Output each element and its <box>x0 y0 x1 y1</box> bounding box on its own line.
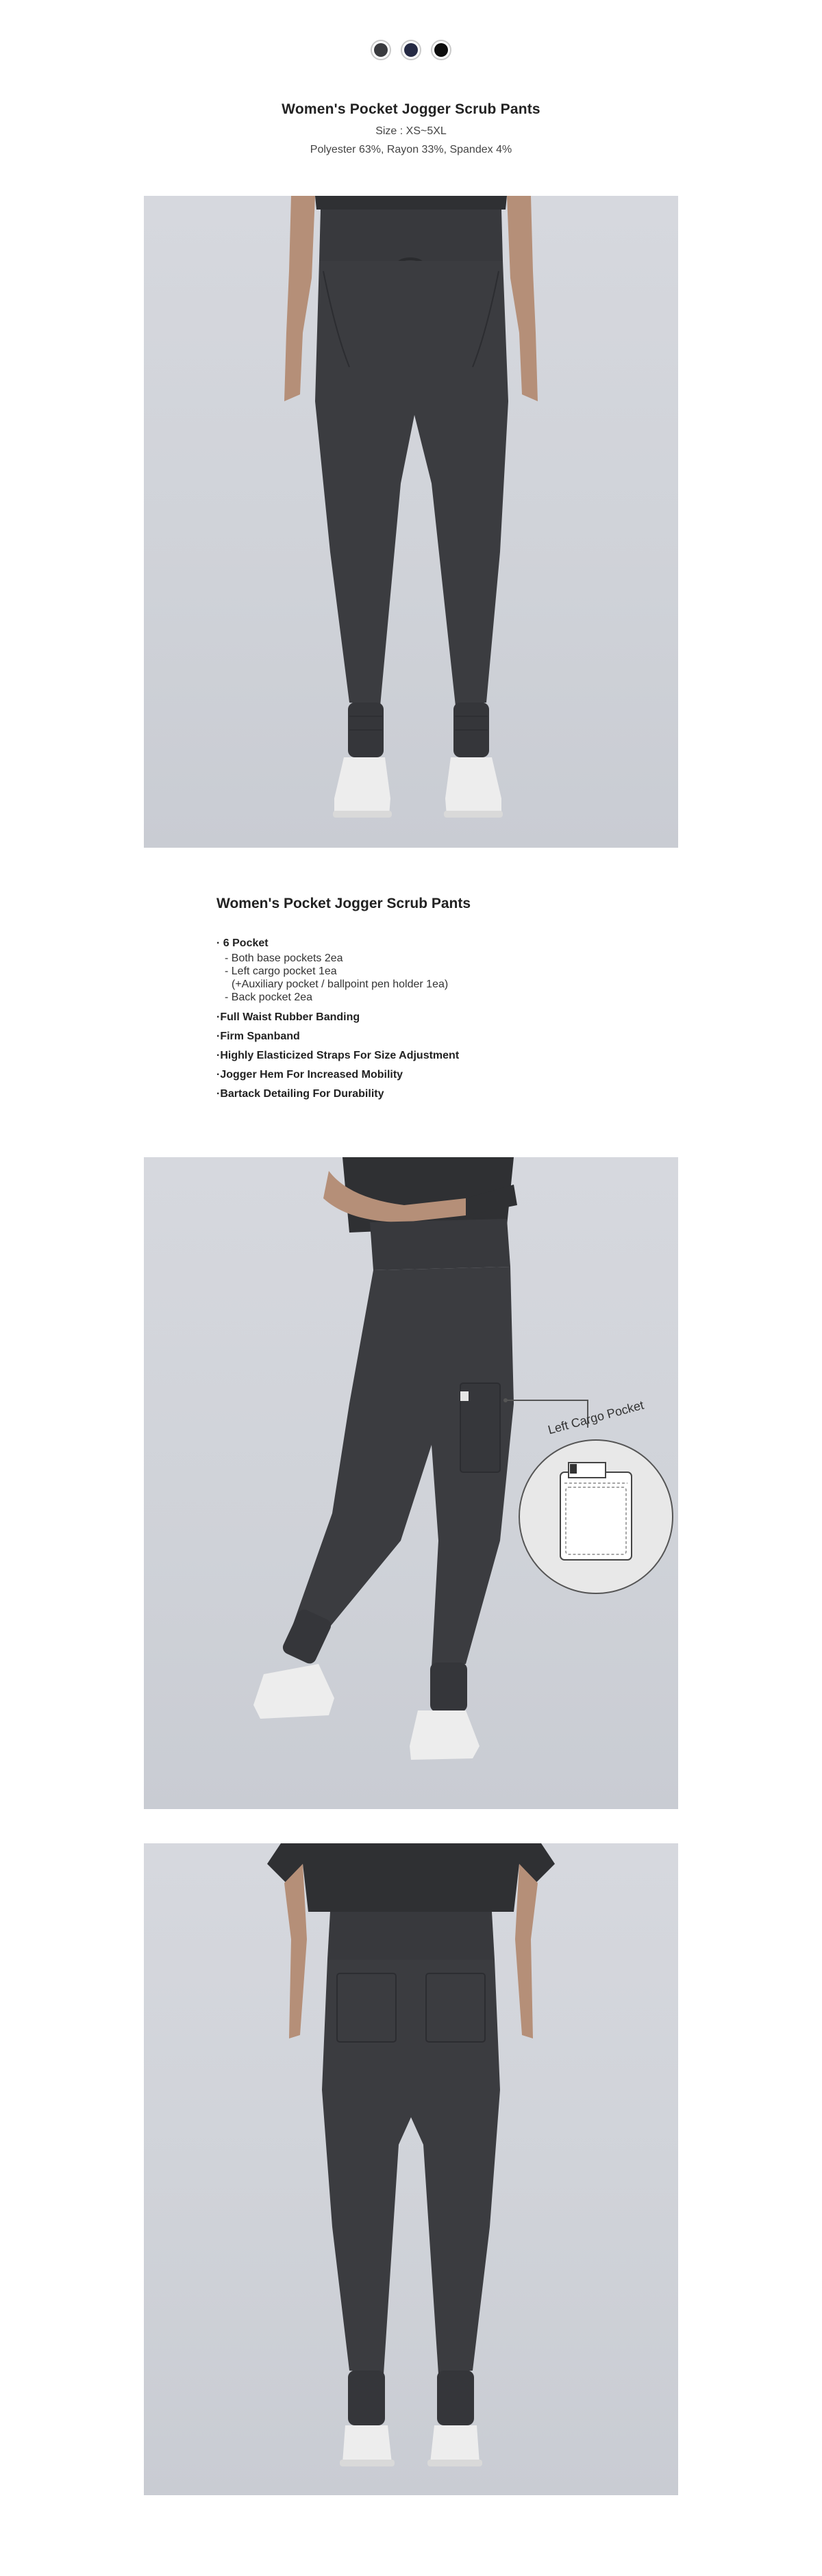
side-view-photo <box>144 1157 678 1809</box>
product-size: Size : XS~5XL <box>375 125 447 137</box>
feature-pocket <box>216 937 627 1004</box>
pocket-details <box>216 952 627 1004</box>
color-swatches <box>0 40 822 60</box>
swatch-black[interactable] <box>431 40 451 60</box>
back-view-illustration <box>144 1843 678 2495</box>
pocket-detail-auxiliary: (+Auxiliary pocket / ballpoint pen holder 1ea) <box>232 978 449 990</box>
product-header <box>0 101 822 156</box>
features-list <box>216 937 627 1101</box>
swatch-navy[interactable] <box>401 40 421 60</box>
feature-item: · Highly Elasticized Straps For Size Adjustment <box>216 1049 627 1063</box>
feature-item: · Bartack Detailing For Durability <box>216 1087 627 1101</box>
feature-item: · Full Waist Rubber Banding <box>216 1011 627 1024</box>
swatch-navy-dot <box>404 43 418 57</box>
feature-item: · Firm Spanband <box>216 1030 627 1044</box>
callout-label: Left Cargo Pocket <box>546 1398 646 1437</box>
swatch-charcoal[interactable] <box>371 40 391 60</box>
product-material: Polyester 63%, Rayon 33%, Spandex 4% <box>310 144 512 155</box>
pocket-detail-cargo: - Left cargo pocket 1ea <box>225 965 337 977</box>
front-view-photo <box>144 196 678 848</box>
features-title: Women's Pocket Jogger Scrub Pants <box>216 896 471 911</box>
features-section <box>216 896 627 1107</box>
side-view-illustration <box>144 1157 678 1809</box>
pocket-detail-base: - Both base pockets 2ea <box>225 952 343 964</box>
feature-item: · Jogger Hem For Increased Mobility <box>216 1068 627 1082</box>
swatch-charcoal-dot <box>374 43 388 57</box>
front-view-illustration <box>144 196 678 848</box>
pocket-detail-back: - Back pocket 2ea <box>225 992 313 1003</box>
product-title: Women's Pocket Jogger Scrub Pants <box>282 101 540 117</box>
back-view-photo <box>144 1843 678 2495</box>
swatch-black-dot <box>434 43 448 57</box>
feature-pocket-heading: 6 Pocket <box>223 937 269 949</box>
